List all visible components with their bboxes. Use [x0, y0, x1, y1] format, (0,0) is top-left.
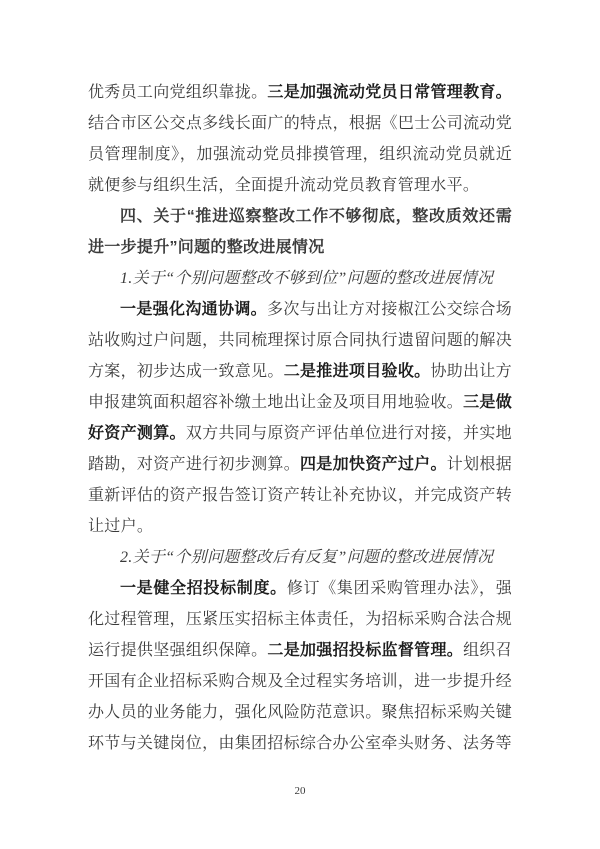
document-body [88, 77, 512, 759]
text-run-bold: 三是做好资产测算。 [88, 394, 512, 442]
text-run-bold: 一是健全招投标制度。 [120, 580, 287, 597]
text-run: 协助出让方申报建筑面积超容补缴土地出让金及项目用地验收。 [88, 363, 512, 411]
text-run-bold: 二是推进项目验收。 [283, 363, 431, 380]
text-run-bold: 三是加强流动党员日常管理教育。 [267, 84, 512, 101]
text-run-bold: 一是强化沟通协调。 [120, 301, 268, 318]
text-run: 修订《集团采购管理办法》，强化过程管理，压紧压实招标主体责任，为招标采购合法合规运行提供坚强组织保障。 [88, 580, 512, 659]
text-run-bold: 四是加快资产过户。 [300, 456, 447, 473]
text-run: 结合市区公交点多线长面广的特点，根据《巴士公司流动党员管理制度》，加强流动党员排摸管理，组织流动党员就近就便参与组织生活，全面提升流动党员教育管理水平。 [88, 115, 512, 194]
paragraph-continued-from-previous-page [88, 77, 512, 201]
text-run: 计划根据重新评估的资产报告签订资产转让补充协议，并完成资产转让过户。 [88, 456, 513, 535]
text-run: 多次与出让方对接椒江公交综合场站收购过户问题，共同梳理探讨原合同执行遗留问题的解决方案，初步达成一致意见。 [88, 301, 512, 380]
text-run: 优秀员工向党组织靠拢。 [88, 84, 268, 101]
section-heading-4: 四、关于“推进巡察整改工作不够彻底，整改质效还需进一步提升”问题的整改进展情况 [88, 208, 512, 256]
page-number: 20 [294, 785, 306, 797]
subheading-1: 1.关于“个别问题整改不够到位”问题的整改进展情况 [120, 270, 494, 287]
paragraph-item-2 [88, 573, 512, 759]
text-run-bold: 二是加强招投标监督管理。 [267, 642, 464, 659]
paragraph-item-1 [88, 294, 512, 542]
subheading-2: 2.关于“个别问题整改后有反复”问题的整改进展情况 [120, 549, 494, 566]
text-run: 组织召开国有企业招标采购合规及全过程实务培训，进一步提升经办人员的业务能力，强化风险防范意识。聚焦招标采购关键环节与关键岗位，由集团招标综合办公室牵头财务、法务等 [88, 642, 512, 752]
text-run: 双方共同与原资产评估单位进行对接，并实地踏勘，对资产进行初步测算。 [88, 425, 512, 473]
